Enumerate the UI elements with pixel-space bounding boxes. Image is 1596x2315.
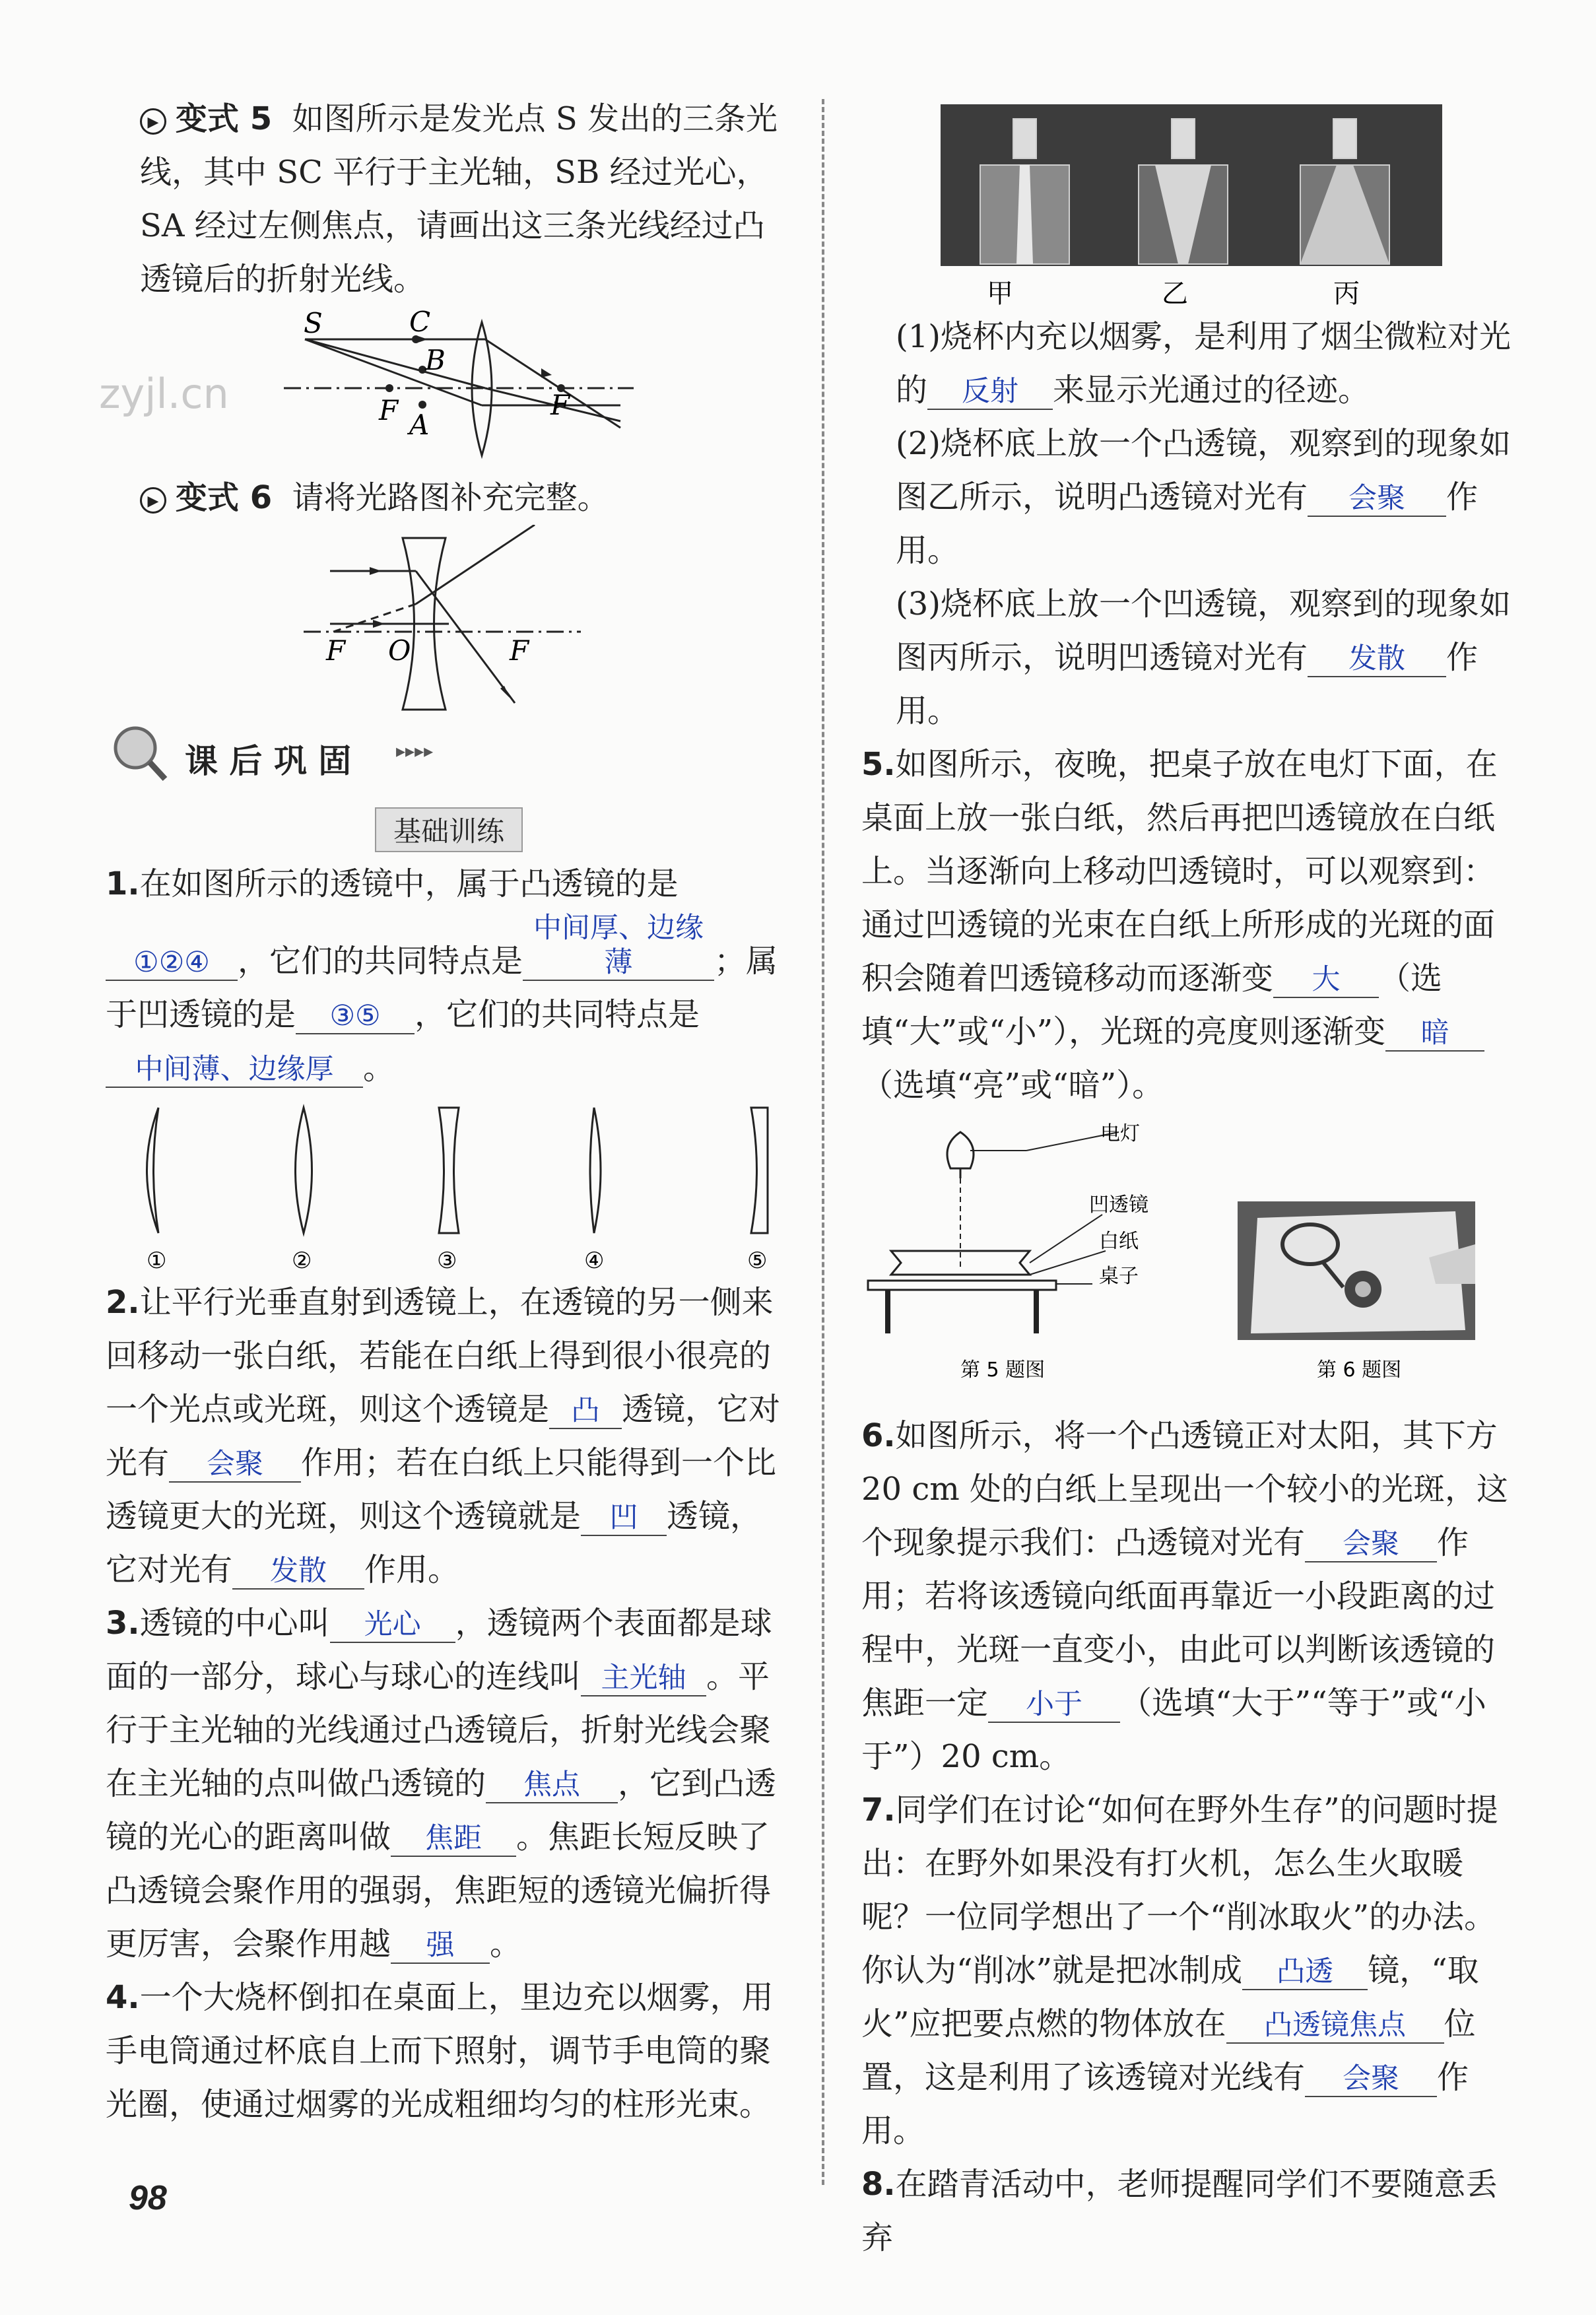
q3-text-2: ，透镜两个表面都是球面的一部分，球心与球心的连线叫 bbox=[106, 1605, 772, 1695]
question-5 bbox=[861, 738, 1515, 1112]
q3-number: 3. bbox=[106, 1605, 140, 1642]
q6-text-3: （选填“大于”“等于”或“小于”）20 cm。 bbox=[861, 1685, 1486, 1775]
q7-text-2: 镜，“取火”应把要点燃的物体放在 bbox=[861, 1952, 1479, 2042]
variant-5-label: 变式 5 bbox=[176, 100, 273, 137]
q5-text-3: （选填“亮”或“暗”）。 bbox=[861, 1067, 1164, 1104]
variant-5-text: 如图所示是发光点 S 发出的三条光线，其中 SC 平行于主光轴，SB 经过光心，SA 经过左侧焦点，请画出这三条光线经过凸透镜后的折射光线。 bbox=[140, 100, 778, 298]
lens-label-1: ① bbox=[147, 1248, 167, 1274]
q1-answer-2: 中间厚、边缘薄 bbox=[523, 911, 714, 981]
q4-2-answer: 会聚 bbox=[1308, 481, 1446, 517]
q6-text-2: 作用；若将该透镜向纸面再靠近一小段距离的过程中，光斑一直变小，由此可以判断该透镜的焦距一定 bbox=[861, 1524, 1496, 1722]
q7-answer-3: 会聚 bbox=[1305, 2062, 1437, 2097]
label-S: S bbox=[304, 309, 323, 339]
q2-text-1: 让平行光垂直射到透镜上，在透镜的另一侧来回移动一张白纸，若能在白纸上得到很小很亮的一个光点或光斑，则这个透镜是 bbox=[106, 1284, 774, 1428]
lens-label-5: ⑤ bbox=[747, 1248, 768, 1274]
q2-answer-3: 凹 bbox=[581, 1500, 667, 1536]
q2-answer-1: 凸 bbox=[549, 1393, 622, 1429]
section-header bbox=[106, 723, 792, 789]
q8-number: 8. bbox=[861, 2166, 896, 2203]
label-F-left: F bbox=[379, 394, 399, 426]
q4-3-answer: 发散 bbox=[1308, 642, 1446, 677]
q1-text-5: 。 bbox=[363, 1050, 395, 1087]
q8-text: 在踏青活动中，老师提醒同学们不要随意丢弃 bbox=[861, 2166, 1498, 2256]
q3-answer-4: 焦距 bbox=[391, 1821, 516, 1857]
fig5-label-table: 桌子 bbox=[1099, 1265, 1139, 1288]
q3-text-3: 。平行于主光轴的光线通过凸透镜后，折射光线会聚在主光轴的点叫做凸透镜的 bbox=[106, 1658, 772, 1802]
fig5-label-lamp: 电灯 bbox=[1100, 1122, 1140, 1145]
photo-label-jia: 甲 bbox=[987, 279, 1013, 309]
q5-answer-1: 大 bbox=[1273, 962, 1379, 998]
question-8 bbox=[861, 2158, 1515, 2265]
q4-3-text-2: 作用。 bbox=[896, 639, 1479, 729]
fig6-caption: 第 6 题图 bbox=[1317, 1359, 1402, 1382]
fig5-label-lens: 凹透镜 bbox=[1089, 1193, 1148, 1217]
q7-answer-1: 凸透 bbox=[1242, 1955, 1368, 1990]
q4-2-text-1: (2)烧杯底上放一个凸透镜，观察到的现象如图乙所示，说明凸透镜对光有 bbox=[896, 425, 1511, 516]
lens-label-4: ④ bbox=[584, 1248, 605, 1274]
q2-text-4: 透镜，它对光有 bbox=[106, 1498, 762, 1588]
q4-3-text-1: (3)烧杯底上放一个凹透镜，观察到的现象如图丙所示，说明凹透镜对光有 bbox=[896, 586, 1511, 676]
variant-5-diagram bbox=[106, 309, 792, 467]
q3-answer-2: 主光轴 bbox=[581, 1661, 706, 1696]
q7-number: 7. bbox=[861, 1792, 896, 1829]
watermark: zyjl.cn bbox=[99, 370, 229, 418]
variant-6-text: 请将光路图补充完整。 bbox=[292, 479, 609, 516]
q3-text-6: 。 bbox=[490, 1926, 522, 1963]
right-column bbox=[861, 92, 1515, 2265]
q4-number: 4. bbox=[106, 1979, 140, 2016]
q6-number: 6. bbox=[861, 1417, 896, 1454]
label-O: O bbox=[388, 634, 411, 667]
photo-label-yi: 乙 bbox=[1162, 279, 1188, 309]
label-F-right-6: F bbox=[510, 634, 529, 667]
play-icon: ▶ bbox=[140, 108, 166, 135]
lens-label-3: ③ bbox=[437, 1248, 457, 1274]
q6-answer-2: 小于 bbox=[988, 1687, 1120, 1723]
variant-6-diagram bbox=[106, 525, 792, 716]
q4-1-text-2: 来显示光通过的径迹。 bbox=[1053, 372, 1370, 409]
q4-text: 一个大烧杯倒扣在桌面上，里边充以烟雾，用手电筒通过杯底自上而下照射，调节手电筒的聚光圈，使通过烟雾的光成粗细均匀的柱形光束。 bbox=[106, 1979, 774, 2123]
q1-text-4: ，它们的共同特点是 bbox=[415, 996, 700, 1033]
q5-number: 5. bbox=[861, 746, 896, 783]
q2-answer-4: 发散 bbox=[232, 1554, 364, 1590]
sub-title: 基础训练 bbox=[375, 807, 523, 852]
q7-text-3: 位置，这是利用了该透镜对光线有 bbox=[861, 2005, 1476, 2096]
lens-figure bbox=[106, 1098, 792, 1276]
q1-text-2: ，它们的共同特点是 bbox=[238, 943, 523, 980]
page-number: 98 bbox=[129, 2179, 167, 2217]
q5-text-2: （选填“大”或“小”），光斑的亮度则逐渐变 bbox=[861, 960, 1443, 1050]
fig5-caption: 第 5 题图 bbox=[960, 1359, 1046, 1382]
question-4-3 bbox=[861, 578, 1515, 738]
q2-answer-2: 会聚 bbox=[169, 1447, 301, 1483]
question-4-1 bbox=[861, 310, 1515, 417]
q4-2-text-2: 作用。 bbox=[896, 479, 1479, 569]
q1-answer-4: 中间薄、边缘厚 bbox=[106, 1052, 363, 1088]
q3-answer-1: 光心 bbox=[330, 1607, 455, 1643]
q7-text-1: 同学们在讨论“如何在野外生存”的问题时提出：在野外如果没有打火机，怎么生火取暖呢？一位同学想出了一个“削冰取火”的办法。你认为“削冰”就是把冰制成 bbox=[861, 1792, 1498, 1989]
label-A: A bbox=[409, 409, 430, 441]
question-4-2 bbox=[861, 417, 1515, 578]
label-C: C bbox=[409, 309, 431, 338]
question-7 bbox=[861, 1784, 1515, 2158]
play-icon: ▶ bbox=[140, 487, 166, 514]
question-1 bbox=[106, 857, 792, 1095]
section-title: 课 后 巩 固 bbox=[185, 742, 352, 780]
left-column bbox=[106, 92, 792, 2131]
label-F-left-6: F bbox=[326, 634, 346, 667]
lens-label-2: ② bbox=[292, 1248, 312, 1274]
question-4 bbox=[106, 1971, 792, 2131]
label-F-right: F bbox=[550, 389, 570, 421]
fig5-label-paper: 白纸 bbox=[1099, 1230, 1139, 1253]
variant-6 bbox=[106, 471, 792, 525]
column-divider bbox=[822, 99, 824, 2185]
q7-text-4: 作用。 bbox=[861, 2059, 1469, 2149]
smoke-beaker-photo bbox=[941, 92, 1594, 310]
q5-answer-2: 暗 bbox=[1385, 1016, 1484, 1052]
q1-number: 1. bbox=[106, 865, 140, 902]
q2-number: 2. bbox=[106, 1284, 140, 1321]
question-6 bbox=[861, 1409, 1515, 1784]
q1-answer-3: ③⑤ bbox=[296, 999, 415, 1034]
photo-label-bing: 丙 bbox=[1333, 279, 1360, 309]
q1-text-1: 在如图所示的透镜中，属于凸透镜的是 bbox=[139, 865, 679, 902]
label-B: B bbox=[425, 344, 446, 376]
section-arrows: ▸▸▸▸ bbox=[396, 740, 434, 762]
question-3 bbox=[106, 1597, 792, 1971]
question-2 bbox=[106, 1276, 792, 1597]
q4-1-answer: 反射 bbox=[927, 374, 1053, 410]
q2-text-3: 作用；若在白纸上只能得到一个比透镜更大的光斑，则这个透镜就是 bbox=[106, 1444, 777, 1535]
variant-6-label: 变式 6 bbox=[176, 479, 273, 516]
q2-text-2: 透镜，它对光有 bbox=[106, 1391, 781, 1481]
q3-text-4: ，它到凸透镜的光心的距离叫做 bbox=[106, 1765, 777, 1856]
figures-5-6 bbox=[861, 1119, 1515, 1409]
q5-text-1: 如图所示，夜晚，把桌子放在电灯下面，在桌面上放一张白纸，然后再把凹透镜放在白纸上。当逐渐向上移动凹透镜时，可以观察到：通过凹透镜的光束在白纸上所形成的光斑的面积会随着凹透镜移动而逐渐变 bbox=[861, 746, 1498, 997]
q1-text-3: ；属于凹透镜的是 bbox=[106, 943, 778, 1033]
q3-text-1: 透镜的中心叫 bbox=[139, 1605, 330, 1642]
q2-text-5: 作用。 bbox=[364, 1551, 460, 1588]
magnifier-icon bbox=[109, 723, 168, 782]
q7-answer-2: 凸透镜焦点 bbox=[1226, 2008, 1444, 2044]
q3-text-5: 。焦距长短反映了凸透镜会聚作用的强弱，焦距短的透镜光偏折得更厉害，会聚作用越 bbox=[106, 1819, 772, 1963]
q3-answer-3: 焦点 bbox=[486, 1768, 618, 1803]
q6-text-1: 如图所示，将一个凸透镜正对太阳，其下方 20 cm 处的白纸上呈现出一个较小的光斑，这个现象提示我们：凸透镜对光有 bbox=[861, 1417, 1508, 1561]
q6-answer-1: 会聚 bbox=[1305, 1527, 1437, 1562]
q4-1-text-1: (1)烧杯内充以烟雾，是利用了烟尘微粒对光的 bbox=[896, 318, 1511, 409]
q3-answer-5: 强 bbox=[391, 1928, 490, 1964]
q1-answer-1: ①②④ bbox=[106, 945, 238, 981]
variant-5 bbox=[106, 92, 792, 306]
